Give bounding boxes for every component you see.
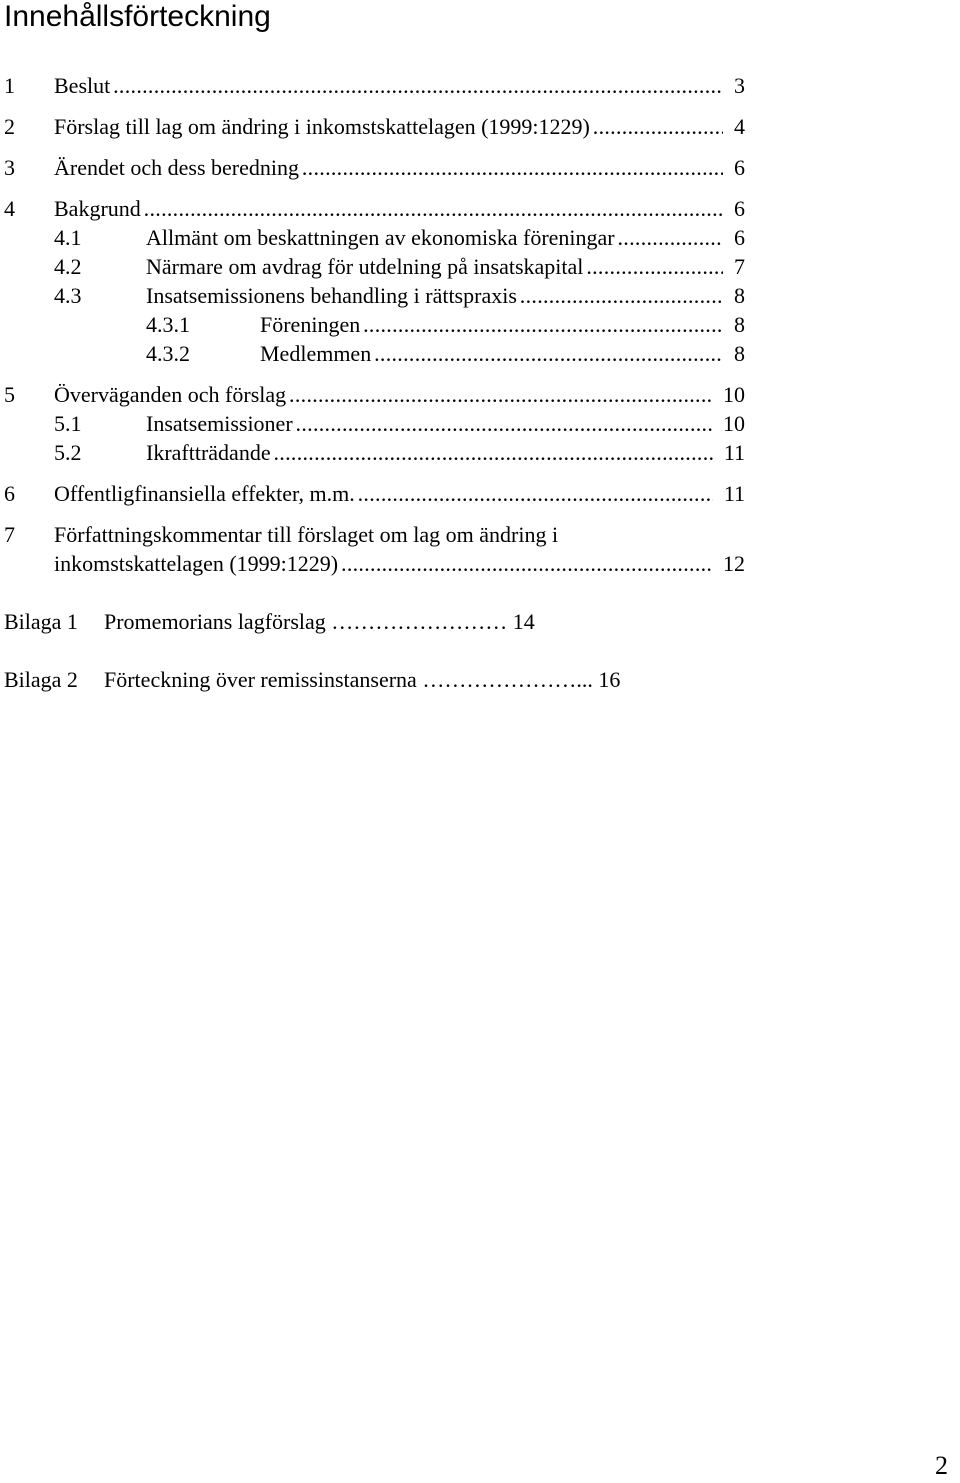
toc-entry-title: inkomstskattelagen (1999:1229) . . . — [54, 550, 713, 578]
toc-entry-number: 4 — [4, 196, 15, 221]
toc-entry[interactable] — [0, 439, 745, 467]
toc-entry-number: 1 — [4, 73, 15, 98]
toc-entry-title: Överväganden och förslag . . . — [54, 381, 713, 409]
toc-entry-title: Insatsemissionens behandling i rättspraxis . . . — [146, 282, 723, 310]
toc-entry-page: 3 — [734, 73, 745, 98]
appendix-entry[interactable] — [0, 666, 760, 694]
toc-entry-page: 8 — [734, 312, 745, 337]
appendix-title: Förteckning över remissinstanserna …………………... 16 — [104, 667, 621, 692]
toc-entry-title: Ikraftträdande . . . — [146, 439, 713, 467]
toc-entry-number: 5.2 — [54, 440, 82, 465]
toc-entry[interactable] — [0, 410, 745, 438]
toc-entry-number: 7 — [4, 522, 15, 547]
appendix-entry[interactable] — [0, 608, 760, 636]
toc-entry-title: Föreningen . . . — [260, 311, 723, 339]
appendix-title: Promemorians lagförslag …………………… 14 — [104, 609, 535, 634]
toc-entry-number: 4.2 — [54, 254, 82, 279]
toc-entry-page: 6 — [734, 196, 745, 221]
toc-entry[interactable] — [0, 282, 745, 310]
toc-entry[interactable] — [0, 311, 745, 339]
toc-entry-page: 6 — [734, 225, 745, 250]
appendix-page: 16 — [598, 667, 621, 692]
page-title: Innehållsförteckning — [4, 0, 271, 33]
toc-entry-page: 8 — [734, 283, 745, 308]
toc-entry[interactable] — [0, 381, 745, 409]
toc-entry[interactable] — [0, 253, 745, 281]
appendix-page: 14 — [512, 609, 535, 634]
appendix-label: Bilaga 1 — [4, 609, 78, 634]
appendix-leader: …………………… — [331, 609, 508, 634]
appendix-leader: …………………... — [422, 667, 593, 692]
toc-entry-number: 4.1 — [54, 225, 82, 250]
toc-entry-page: 11 — [723, 440, 745, 465]
toc-entry-page: 8 — [734, 341, 745, 366]
page-number: 2 — [935, 1451, 948, 1480]
toc-entry[interactable] — [0, 224, 745, 252]
toc-entry[interactable] — [0, 340, 745, 368]
toc-entry-number: 4.3.1 — [146, 312, 190, 337]
toc-entry-number: 5.1 — [54, 411, 82, 436]
toc-entry[interactable] — [0, 480, 745, 508]
toc-entry-continued[interactable] — [0, 550, 745, 578]
toc-entry[interactable] — [0, 113, 745, 141]
toc-entry-title: Medlemmen . . . — [260, 340, 723, 368]
appendix-label: Bilaga 2 — [4, 667, 78, 692]
toc-entry-page: 7 — [734, 254, 745, 279]
toc-entry-title: Förslag till lag om ändring i inkomstskattelagen (1999:1229) . . . — [54, 113, 723, 141]
toc-entry-title: Bakgrund . . . — [54, 195, 723, 223]
toc-entry-number: 2 — [4, 114, 15, 139]
toc-entry[interactable] — [0, 195, 745, 223]
toc-entry-page: 6 — [734, 155, 745, 180]
toc-entry[interactable] — [0, 154, 745, 182]
toc-entry-page: 10 — [723, 411, 745, 436]
toc-entry-number: 4.3.2 — [146, 341, 190, 366]
toc-entry-page: 10 — [723, 382, 745, 407]
toc-entry-title: Ärendet och dess beredning . . . — [54, 154, 723, 182]
toc-entry-number: 4.3 — [54, 283, 82, 308]
toc-entry[interactable] — [0, 72, 745, 100]
toc-entry-title: Offentligfinansiella effekter, m.m. . . . — [54, 480, 713, 508]
toc-entry-number: 3 — [4, 155, 15, 180]
toc-entry-page: 4 — [734, 114, 745, 139]
toc-entry-title: Beslut . . . — [54, 72, 723, 100]
toc-entry-title: Närmare om avdrag för utdelning på insatskapital . . . — [146, 253, 723, 281]
toc-entry-number: 5 — [4, 382, 15, 407]
toc-entry-title: Författningskommentar till förslaget om lag om ändring i — [54, 522, 559, 547]
toc-entry-page: 12 — [723, 551, 745, 576]
toc-entry-page: 11 — [723, 481, 745, 506]
toc-entry[interactable] — [0, 521, 745, 549]
toc-entry-title: Allmänt om beskattningen av ekonomiska föreningar . . . — [146, 224, 723, 252]
toc-entry-number: 6 — [4, 481, 15, 506]
toc-entry-title: Insatsemissioner . . . — [146, 410, 713, 438]
